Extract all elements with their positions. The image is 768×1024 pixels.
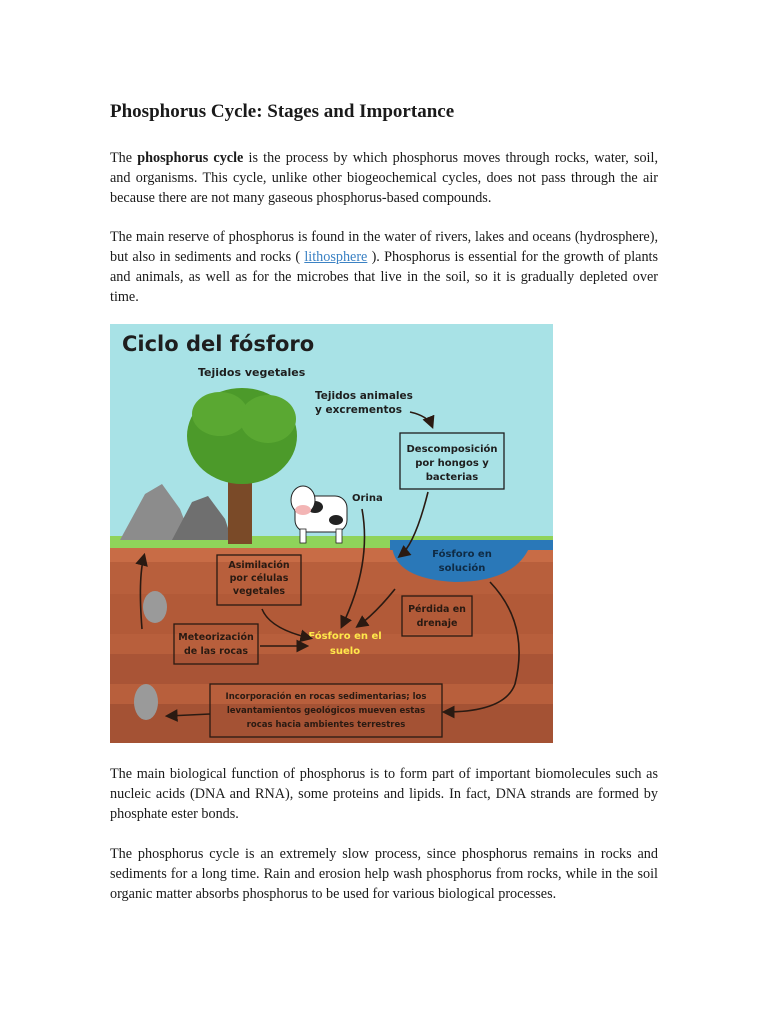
label-descomposicion-2: por hongos y [415, 458, 489, 469]
p2-after: ). Phosphorus is essential for the growth of plants and animals, as well as for the microbes that live in the soil, so it is gradually depleted over time. [110, 249, 658, 305]
phosphorus-cycle-diagram [110, 324, 553, 743]
lithosphere-link[interactable]: lithosphere [304, 249, 368, 265]
rock-piece [143, 591, 167, 623]
label-descomposicion-1: Descomposición [406, 444, 498, 455]
label-tejidos-animales-2: y excrementos [315, 404, 402, 416]
intro-paragraph [110, 148, 658, 208]
label-fosforo-suelo-1: Fósforo en el [308, 631, 382, 642]
label-fosforo-solucion-1: Fósforo en [432, 549, 492, 560]
p1-rest: is the process by which phosphorus moves through rocks, water, soil, and organisms. This cycle, unlike other biogeochemical cycles, does not pass through the air because there are not many gaseous phosphorus-based compounds. [110, 150, 658, 206]
p1-prefix: The [110, 150, 138, 166]
label-meteorizacion-2: de las rocas [183, 646, 249, 657]
label-asimilacion-3: vegetales [232, 586, 286, 597]
rock-piece-2 [134, 684, 158, 720]
label-fosforo-suelo-2: suelo [329, 646, 361, 657]
label-perdida-1: Pérdida en [408, 604, 466, 615]
diagram-title: Ciclo del fósforo [122, 332, 315, 356]
label-incorporacion-2: levantamientos geológicos mueven estas [226, 706, 426, 716]
p2-before: The main reserve of phosphorus is found in the water of rivers, lakes and oceans (hydrosphere), but also in sediments and rocks ( [110, 229, 658, 265]
label-fosforo-solucion-2: solución [438, 563, 486, 574]
slow-process-paragraph: The phosphorus cycle is an extremely slow process, since phosphorus remains in rocks and sediments for a long time. Rain and erosion help wash phosphorus from rocks, while in the soil organic matter absorbs phosphorus to be used for various biological processes. [110, 846, 658, 902]
label-incorporacion-3: rocas hacia ambientes terrestres [246, 720, 406, 730]
label-tejidos-vegetales: Tejidos vegetales [198, 366, 306, 379]
page-title: Phosphorus Cycle: Stages and Importance [110, 101, 455, 122]
label-perdida-2: drenaje [416, 618, 458, 629]
function-paragraph: The main biological function of phosphorus is to form part of important biomolecules such as nucleic acids (DNA and RNA), some proteins and lipids. In fact, DNA strands are formed by phosphate ester bonds. [110, 766, 658, 822]
label-asimilacion-2: por células [229, 573, 289, 584]
label-tejidos-animales-1: Tejidos animales [315, 390, 413, 402]
label-asimilacion-1: Asimilación [228, 560, 290, 571]
label-descomposicion-3: bacterias [425, 472, 479, 483]
reserve-paragraph [110, 227, 658, 307]
label-incorporacion-1: Incorporación en rocas sedimentarias; los [225, 692, 427, 702]
label-orina: Orina [352, 493, 383, 504]
label-meteorizacion-1: Meteorización [178, 632, 254, 643]
p1-bold-term: phosphorus cycle [137, 150, 244, 166]
